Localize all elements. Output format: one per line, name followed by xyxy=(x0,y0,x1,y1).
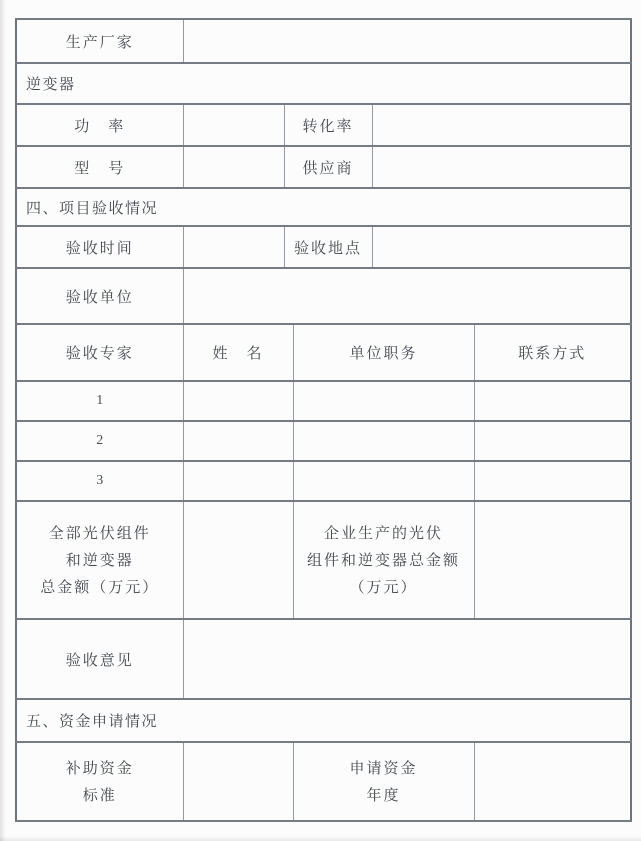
conversion-rate-label: 转化率 xyxy=(284,104,372,146)
expert-row-3-position-cell xyxy=(293,461,474,501)
acceptance-time-label: 验收时间 xyxy=(16,226,183,268)
supplier-value-cell xyxy=(372,146,631,188)
supplier-label: 供应商 xyxy=(284,146,372,188)
expert-name-header: 姓 名 xyxy=(183,324,293,381)
acceptance-time-value-cell xyxy=(183,226,284,268)
enterprise-amount-label-line2: 组件和逆变器总金额 xyxy=(306,551,460,569)
subsidy-standard-label xyxy=(16,742,183,821)
acceptance-place-label: 验收地点 xyxy=(284,226,372,268)
acceptance-unit-value-cell xyxy=(183,268,631,324)
expert-row-2-position-cell xyxy=(293,421,474,461)
expert-header-row xyxy=(16,324,631,381)
enterprise-amount-label xyxy=(293,501,474,619)
acceptance-unit-label: 验收单位 xyxy=(16,268,183,324)
section4-title: 四、项目验收情况 xyxy=(16,188,631,226)
inverter-section-row xyxy=(16,63,631,104)
model-label: 型 号 xyxy=(16,146,183,188)
acceptance-expert-label: 验收专家 xyxy=(16,324,183,381)
model-value-cell xyxy=(183,146,284,188)
expert-row-1-position-cell xyxy=(293,381,474,421)
expert-row-2-name-cell xyxy=(183,421,293,461)
expert-position-header: 单位职务 xyxy=(293,324,474,381)
acceptance-time-row xyxy=(16,226,631,268)
acceptance-place-value-cell xyxy=(372,226,631,268)
apply-year-label-line1: 申请资金 xyxy=(349,759,418,777)
total-amount-label xyxy=(16,501,183,619)
apply-year-label xyxy=(293,742,474,821)
total-amount-label-line1: 全部光伏组件 xyxy=(48,524,151,542)
enterprise-amount-label-line3: （万元） xyxy=(349,578,418,596)
power-row xyxy=(16,104,631,146)
total-amount-label-line3: 总金额（万元） xyxy=(40,578,160,596)
expert-row-1-contact-cell xyxy=(474,381,631,421)
section4-row xyxy=(16,188,631,226)
total-amount-value-cell xyxy=(183,501,293,619)
apply-year-value-cell xyxy=(474,742,631,821)
apply-year-label-line2: 年度 xyxy=(366,786,401,804)
expert-row-3-number: 3 xyxy=(16,461,183,501)
total-amount-row xyxy=(16,501,631,619)
expert-row-2-number: 2 xyxy=(16,421,183,461)
acceptance-unit-row xyxy=(16,268,631,324)
section5-row xyxy=(16,699,631,742)
subsidy-standard-label-line1: 补助资金 xyxy=(65,759,134,777)
subsidy-standard-value-cell xyxy=(183,742,293,821)
expert-row-2 xyxy=(16,421,631,461)
expert-row-1 xyxy=(16,381,631,421)
acceptance-opinion-value-cell xyxy=(183,619,631,699)
enterprise-amount-value-cell xyxy=(474,501,631,619)
acceptance-form-table xyxy=(15,18,632,822)
enterprise-amount-label-line1: 企业生产的光伏 xyxy=(323,524,443,542)
expert-row-1-name-cell xyxy=(183,381,293,421)
model-row xyxy=(16,146,631,188)
subsidy-row xyxy=(16,742,631,821)
expert-row-3-name-cell xyxy=(183,461,293,501)
expert-contact-header: 联系方式 xyxy=(474,324,631,381)
total-amount-label-line2: 和逆变器 xyxy=(65,551,134,569)
acceptance-opinion-row xyxy=(16,619,631,699)
manufacturer-label: 生产厂家 xyxy=(16,19,183,63)
acceptance-opinion-label: 验收意见 xyxy=(16,619,183,699)
subsidy-standard-label-line2: 标准 xyxy=(82,786,117,804)
conversion-rate-value-cell xyxy=(372,104,631,146)
power-value-cell xyxy=(183,104,284,146)
manufacturer-row xyxy=(16,19,631,63)
expert-row-3-contact-cell xyxy=(474,461,631,501)
power-label: 功 率 xyxy=(16,104,183,146)
inverter-section-label: 逆变器 xyxy=(16,63,631,104)
section5-title: 五、资金申请情况 xyxy=(16,699,631,742)
manufacturer-value-cell xyxy=(183,19,631,63)
expert-row-2-contact-cell xyxy=(474,421,631,461)
expert-row-1-number: 1 xyxy=(16,381,183,421)
expert-row-3 xyxy=(16,461,631,501)
